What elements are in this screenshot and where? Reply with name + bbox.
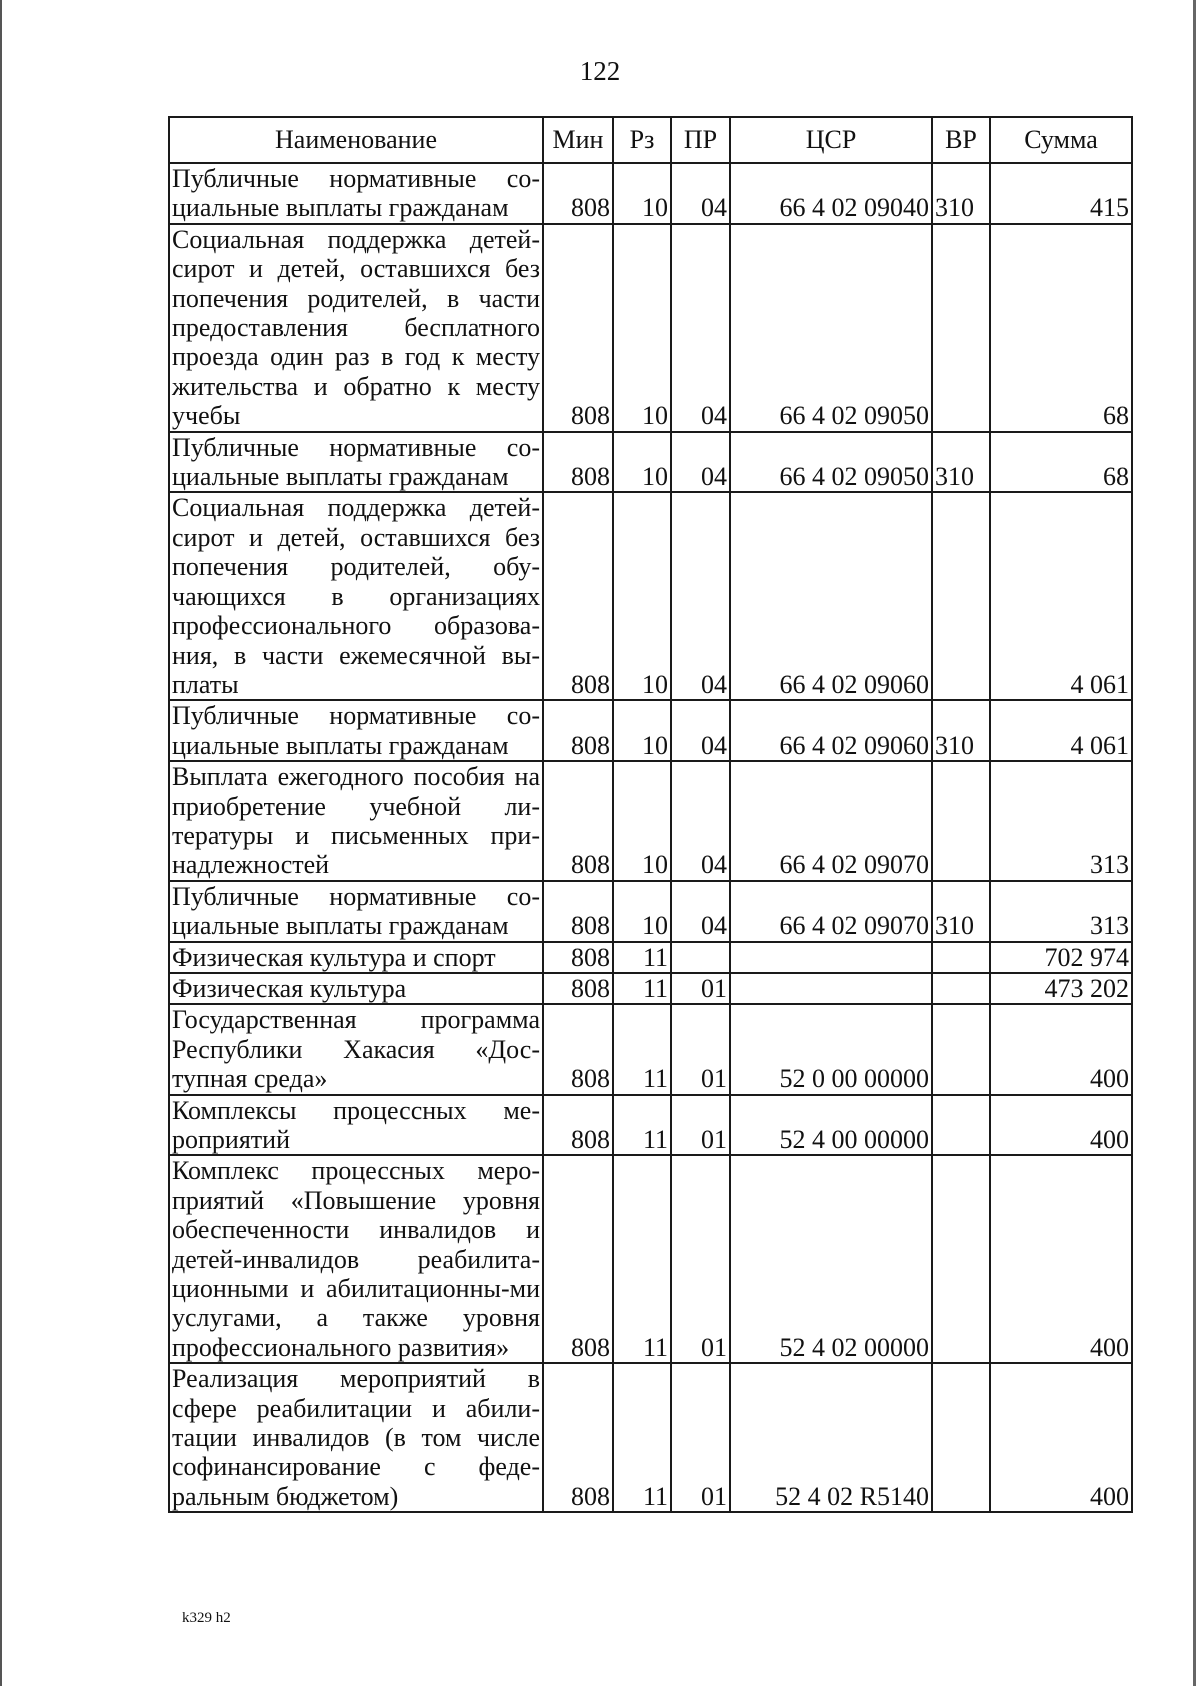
row-sum: 400 — [990, 1095, 1132, 1156]
row-rz: 10 — [613, 492, 671, 700]
row-rz: 10 — [613, 761, 671, 881]
row-pr: 04 — [671, 163, 730, 224]
row-pr: 01 — [671, 1004, 730, 1094]
row-vr: 310 — [932, 881, 990, 942]
header-vr: ВР — [932, 117, 990, 163]
row-vr — [932, 942, 990, 973]
row-min: 808 — [543, 492, 613, 700]
row-pr: 04 — [671, 432, 730, 493]
row-min: 808 — [543, 1363, 613, 1512]
row-name: Публичные нормативные со-циальные выплаты гражданам — [169, 881, 543, 942]
row-name: Физическая культура и спорт — [169, 942, 543, 973]
row-min: 808 — [543, 973, 613, 1004]
table-row — [169, 942, 1132, 973]
row-pr: 01 — [671, 1363, 730, 1512]
header-sum: Сумма — [990, 117, 1132, 163]
row-min: 808 — [543, 224, 613, 432]
row-vr — [932, 492, 990, 700]
row-pr: 04 — [671, 881, 730, 942]
row-sum: 400 — [990, 1155, 1132, 1363]
row-name: Реализация мероприятий в сфере реабилитации и абили-тации инвалидов (в том числе софинансирование с феде-ральным бюджетом) — [169, 1363, 543, 1512]
row-sum: 400 — [990, 1004, 1132, 1094]
row-name: Комплексы процессных ме-роприятий — [169, 1095, 543, 1156]
row-csr: 52 4 02 00000 — [730, 1155, 932, 1363]
table-row — [169, 881, 1132, 942]
row-rz: 10 — [613, 163, 671, 224]
row-rz: 11 — [613, 1095, 671, 1156]
row-vr — [932, 761, 990, 881]
table-row — [169, 492, 1132, 700]
row-name: Публичные нормативные со-циальные выплаты гражданам — [169, 432, 543, 493]
row-min: 808 — [543, 163, 613, 224]
row-pr: 04 — [671, 224, 730, 432]
row-vr — [932, 1095, 990, 1156]
row-csr: 66 4 02 09070 — [730, 881, 932, 942]
row-csr: 52 4 02 R5140 — [730, 1363, 932, 1512]
row-sum: 4 061 — [990, 700, 1132, 761]
row-name: Публичные нормативные со-циальные выплаты гражданам — [169, 700, 543, 761]
row-min: 808 — [543, 700, 613, 761]
row-csr: 66 4 02 09040 — [730, 163, 932, 224]
row-vr — [932, 1004, 990, 1094]
row-vr — [932, 224, 990, 432]
row-csr: 66 4 02 09060 — [730, 700, 932, 761]
table-row — [169, 1095, 1132, 1156]
row-csr: 66 4 02 09060 — [730, 492, 932, 700]
table-row — [169, 224, 1132, 432]
row-sum: 473 202 — [990, 973, 1132, 1004]
row-min: 808 — [543, 1004, 613, 1094]
row-csr — [730, 942, 932, 973]
header-csr: ЦСР — [730, 117, 932, 163]
row-min: 808 — [543, 881, 613, 942]
row-rz: 11 — [613, 973, 671, 1004]
header-rz: Рз — [613, 117, 671, 163]
table-row — [169, 163, 1132, 224]
row-csr: 66 4 02 09050 — [730, 224, 932, 432]
scan-right-edge — [1193, 0, 1196, 1686]
row-sum: 400 — [990, 1363, 1132, 1512]
table-row — [169, 432, 1132, 493]
row-name: Социальная поддержка детей-сирот и детей, оставшихся без попечения родителей, в части предоставления бесплатного проезда один раз в год к месту жительства и обратно к месту учебы — [169, 224, 543, 432]
row-csr: 66 4 02 09050 — [730, 432, 932, 493]
row-name: Социальная поддержка детей-сирот и детей, оставшихся без попечения родителей, обу-чающихся в организациях профессионального образова-ния, в части ежемесячной вы-платы — [169, 492, 543, 700]
row-vr: 310 — [932, 700, 990, 761]
footer-code: k329 h2 — [182, 1610, 231, 1626]
row-rz: 10 — [613, 224, 671, 432]
row-rz: 11 — [613, 1004, 671, 1094]
row-name: Государственная программа Республики Хакасия «Дос-тупная среда» — [169, 1004, 543, 1094]
row-pr — [671, 942, 730, 973]
row-vr — [932, 973, 990, 1004]
row-min: 808 — [543, 1155, 613, 1363]
row-vr: 310 — [932, 432, 990, 493]
table-row — [169, 973, 1132, 1004]
row-sum: 702 974 — [990, 942, 1132, 973]
row-min: 808 — [543, 942, 613, 973]
header-name: Наименование — [169, 117, 543, 163]
row-sum: 415 — [990, 163, 1132, 224]
table-row — [169, 700, 1132, 761]
row-min: 808 — [543, 1095, 613, 1156]
row-sum: 313 — [990, 761, 1132, 881]
row-pr: 01 — [671, 1095, 730, 1156]
row-rz: 11 — [613, 1363, 671, 1512]
row-name: Публичные нормативные со-циальные выплаты гражданам — [169, 163, 543, 224]
row-rz: 10 — [613, 700, 671, 761]
row-sum: 68 — [990, 432, 1132, 493]
row-min: 808 — [543, 432, 613, 493]
table-row — [169, 1004, 1132, 1094]
row-min: 808 — [543, 761, 613, 881]
row-rz: 11 — [613, 1155, 671, 1363]
row-rz: 10 — [613, 881, 671, 942]
page-number: 122 — [579, 56, 621, 86]
row-vr: 310 — [932, 163, 990, 224]
row-sum: 68 — [990, 224, 1132, 432]
budget-table — [168, 116, 1133, 1513]
row-pr: 01 — [671, 973, 730, 1004]
row-pr: 04 — [671, 492, 730, 700]
row-name: Комплекс процессных меро-приятий «Повышение уровня обеспеченности инвалидов и детей-инвалидов реабилита-ционными и абилитационны-ми услугами, а также уровня профессионального развития» — [169, 1155, 543, 1363]
row-pr: 04 — [671, 761, 730, 881]
row-rz: 11 — [613, 942, 671, 973]
row-name: Физическая культура — [169, 973, 543, 1004]
row-sum: 313 — [990, 881, 1132, 942]
row-csr: 66 4 02 09070 — [730, 761, 932, 881]
row-rz: 10 — [613, 432, 671, 493]
table-row — [169, 1155, 1132, 1363]
row-csr: 52 4 00 00000 — [730, 1095, 932, 1156]
table-header-row — [169, 117, 1132, 163]
row-vr — [932, 1155, 990, 1363]
row-csr: 52 0 00 00000 — [730, 1004, 932, 1094]
row-pr: 04 — [671, 700, 730, 761]
row-vr — [932, 1363, 990, 1512]
row-csr — [730, 973, 932, 1004]
row-name: Выплата ежегодного пособия на приобретение учебной ли-тературы и письменных при-надлежностей — [169, 761, 543, 881]
scan-left-edge — [0, 0, 2, 1686]
table-row — [169, 761, 1132, 881]
header-min: Мин — [543, 117, 613, 163]
table-row — [169, 1363, 1132, 1512]
header-pr: ПР — [671, 117, 730, 163]
row-pr: 01 — [671, 1155, 730, 1363]
row-sum: 4 061 — [990, 492, 1132, 700]
